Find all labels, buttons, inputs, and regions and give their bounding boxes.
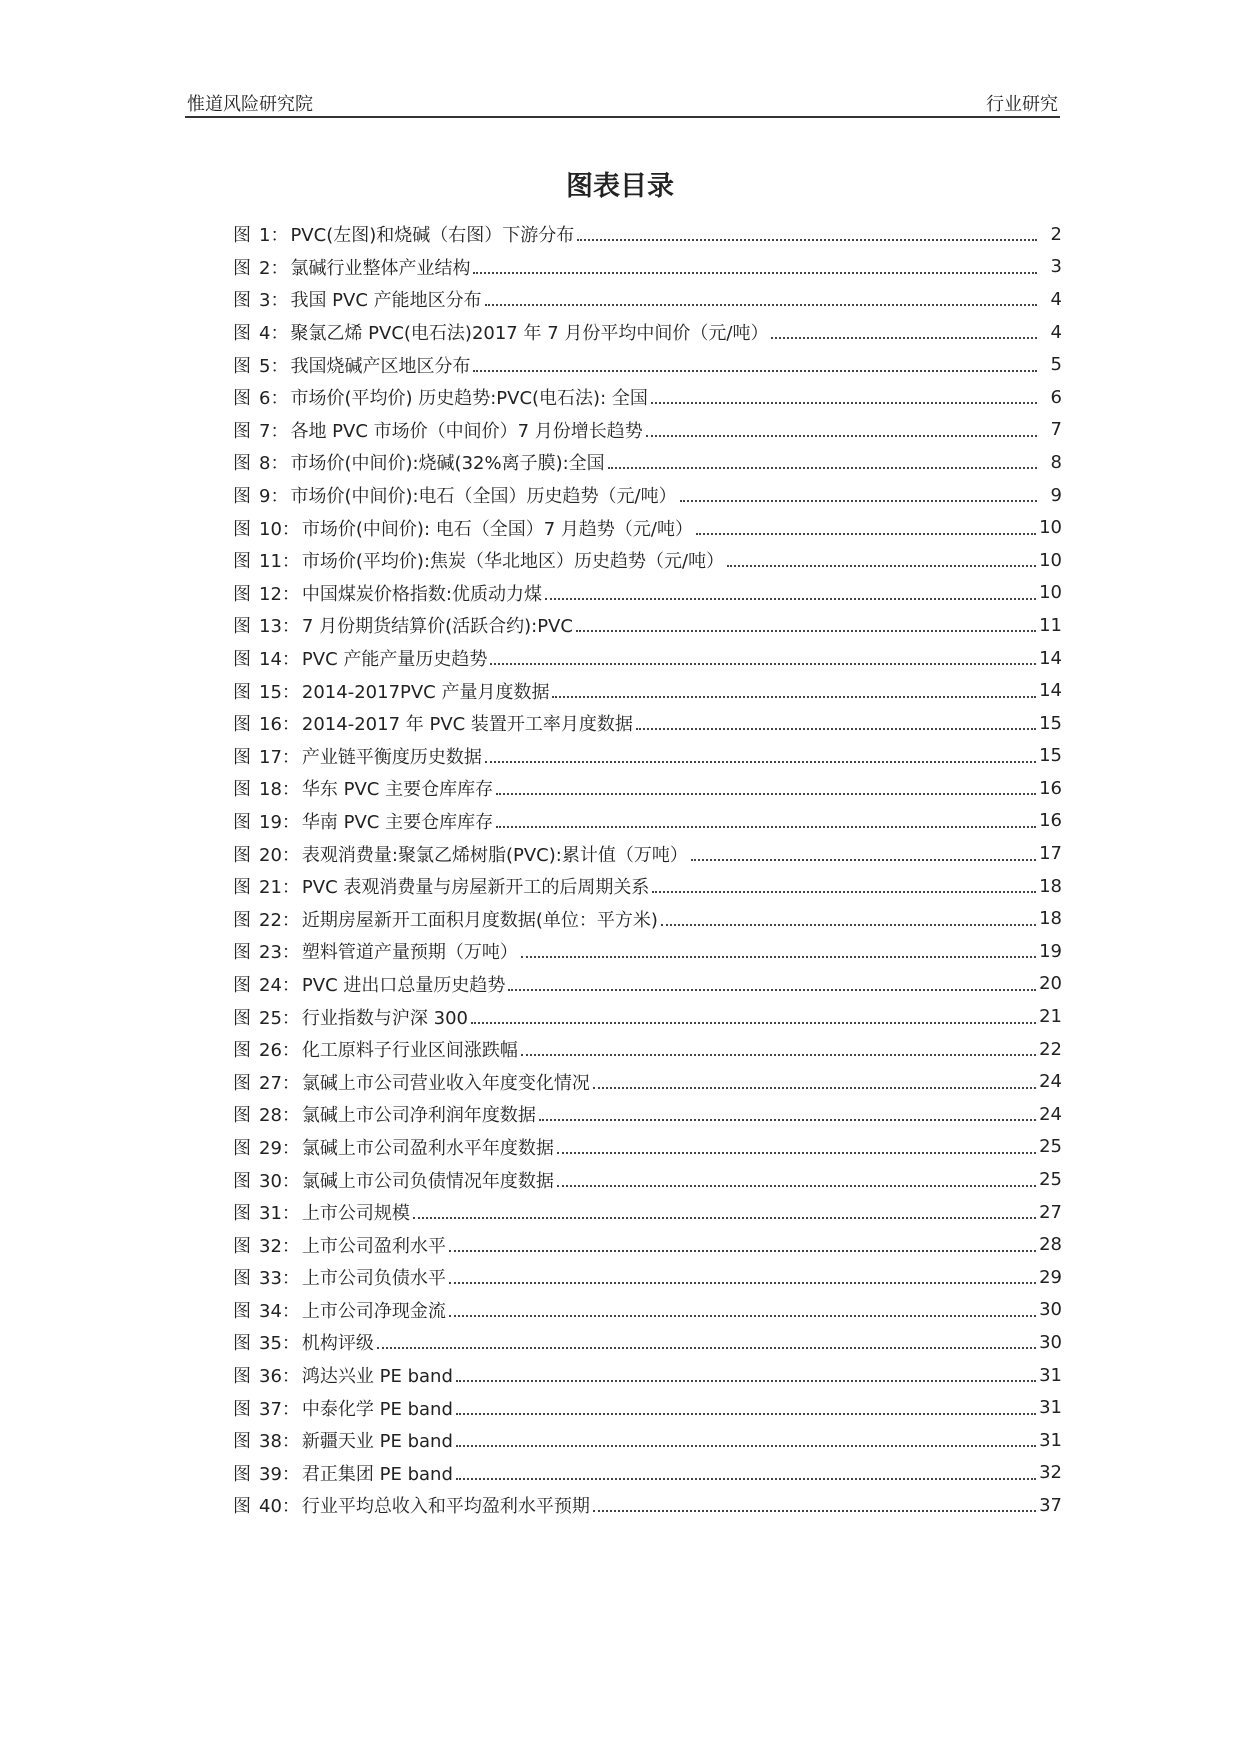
toc-entry-prefix: 图 <box>233 1105 251 1127</box>
toc-dot-leader <box>521 1054 1036 1056</box>
toc-entry-title: 鸿达兴业 PE band <box>301 1366 453 1388</box>
toc-entry-number: 40： <box>259 1496 300 1518</box>
toc-entry-number: 33： <box>259 1268 300 1290</box>
toc-dot-leader <box>471 1022 1036 1024</box>
toc-entry-page: 32 <box>1039 1462 1062 1484</box>
toc-entry-title: 2014-2017PVC 产量月度数据 <box>301 681 550 703</box>
toc-entry-number: 27： <box>259 1072 300 1094</box>
toc-entry[interactable] <box>233 870 1062 903</box>
toc-entry-prefix: 图 <box>233 1366 251 1388</box>
toc-dot-leader <box>485 304 1037 306</box>
toc-entry-prefix: 图 <box>233 1203 251 1225</box>
toc-entry-title: 市场价(中间价):烧碱(32%离子膜):全国 <box>290 453 605 475</box>
toc-entry-page: 29 <box>1039 1266 1062 1288</box>
toc-entry-page: 21 <box>1039 1006 1062 1028</box>
toc-entry-page: 6 <box>1050 386 1062 408</box>
toc-entry[interactable] <box>233 381 1062 414</box>
toc-entry[interactable] <box>233 805 1062 838</box>
toc-dot-leader <box>557 1152 1036 1154</box>
toc-entry-prefix: 图 <box>233 1431 251 1453</box>
toc-dot-leader <box>652 891 1036 893</box>
toc-entry-title: 2014-2017 年 PVC 装置开工率月度数据 <box>301 714 633 736</box>
toc-entry-number: 37： <box>259 1398 300 1420</box>
toc-entry[interactable] <box>233 1000 1062 1033</box>
toc-entry-title: 氯碱上市公司负债情况年度数据 <box>301 1170 554 1192</box>
toc-dot-leader <box>771 337 1037 339</box>
toc-entry[interactable] <box>233 674 1062 707</box>
figure-list <box>233 218 1062 1522</box>
toc-entry[interactable] <box>233 511 1062 544</box>
toc-entry-prefix: 图 <box>233 1007 251 1029</box>
toc-entry-number: 17： <box>259 746 300 768</box>
toc-entry[interactable] <box>233 1261 1062 1294</box>
toc-entry-prefix: 图 <box>233 811 251 833</box>
toc-entry-prefix: 图 <box>233 1333 251 1355</box>
toc-entry-page: 4 <box>1050 288 1062 310</box>
toc-entry-prefix: 图 <box>233 649 251 671</box>
toc-entry-title: 上市公司盈利水平 <box>301 1235 446 1257</box>
toc-entry-page: 4 <box>1050 321 1062 343</box>
toc-entry[interactable] <box>233 1033 1062 1066</box>
toc-entry[interactable] <box>233 1065 1062 1098</box>
toc-entry-title: 上市公司负债水平 <box>301 1268 446 1290</box>
toc-entry-title: 产业链平衡度历史数据 <box>301 746 482 768</box>
toc-entry-title: 市场价(中间价): 电石（全国）7 月趋势（元/吨） <box>301 518 693 540</box>
toc-dot-leader <box>608 467 1037 469</box>
toc-entry-title: PVC(左图)和烧碱（右图）下游分布 <box>290 225 575 247</box>
toc-entry-prefix: 图 <box>233 1235 251 1257</box>
toc-entry-number: 14： <box>259 649 300 671</box>
toc-entry-number: 39： <box>259 1463 300 1485</box>
toc-dot-leader <box>577 239 1037 241</box>
toc-dot-leader <box>496 793 1036 795</box>
toc-entry-title: 中泰化学 PE band <box>301 1398 453 1420</box>
toc-entry[interactable] <box>233 772 1062 805</box>
toc-entry-page: 10 <box>1039 517 1062 539</box>
toc-entry[interactable] <box>233 609 1062 642</box>
toc-entry[interactable] <box>233 251 1062 284</box>
toc-dot-leader <box>473 272 1037 274</box>
toc-entry-prefix: 图 <box>233 616 251 638</box>
toc-dot-leader <box>680 500 1037 502</box>
toc-entry-prefix: 图 <box>233 1040 251 1062</box>
toc-entry[interactable] <box>233 218 1062 251</box>
toc-entry-number: 21： <box>259 877 300 899</box>
toc-entry[interactable] <box>233 642 1062 675</box>
toc-entry-title: 市场价(平均价):焦炭（华北地区）历史趋势（元/吨） <box>301 551 725 573</box>
toc-dot-leader <box>496 826 1036 828</box>
toc-entry-title: 上市公司规模 <box>301 1203 410 1225</box>
toc-entry-prefix: 图 <box>233 877 251 899</box>
toc-entry-title: 市场价(中间价):电石（全国）历史趋势（元/吨） <box>290 486 677 508</box>
toc-entry-number: 31： <box>259 1203 300 1225</box>
toc-entry[interactable] <box>233 1294 1062 1327</box>
toc-entry-page: 11 <box>1039 614 1062 636</box>
toc-entry-prefix: 图 <box>233 746 251 768</box>
toc-entry-title: 行业指数与沪深 300 <box>301 1007 468 1029</box>
toc-entry-number: 8： <box>259 453 289 475</box>
toc-entry[interactable] <box>233 348 1062 381</box>
toc-entry-number: 2： <box>259 257 289 279</box>
toc-dot-leader <box>636 728 1036 730</box>
toc-entry-prefix: 图 <box>233 323 251 345</box>
toc-dot-leader <box>651 402 1037 404</box>
toc-entry[interactable] <box>233 1131 1062 1164</box>
toc-entry-page: 14 <box>1039 680 1062 702</box>
toc-entry-prefix: 图 <box>233 225 251 247</box>
header-org-name: 惟道风险研究院 <box>187 94 313 115</box>
toc-entry-prefix: 图 <box>233 714 251 736</box>
toc-entry[interactable] <box>233 544 1062 577</box>
toc-entry[interactable] <box>233 740 1062 773</box>
toc-entry[interactable] <box>233 283 1062 316</box>
toc-dot-leader <box>449 1250 1036 1252</box>
toc-dot-leader <box>456 1413 1036 1415</box>
toc-dot-leader <box>473 370 1037 372</box>
toc-entry-page: 30 <box>1039 1331 1062 1353</box>
toc-entry-title: 塑料管道产量预期（万吨） <box>301 942 518 964</box>
toc-entry-title: PVC 进出口总量历史趋势 <box>301 974 506 996</box>
toc-entry-page: 14 <box>1039 647 1062 669</box>
toc-entry-page: 7 <box>1050 419 1062 441</box>
toc-entry-number: 11： <box>259 551 300 573</box>
toc-entry-prefix: 图 <box>233 1300 251 1322</box>
toc-entry-page: 37 <box>1039 1494 1062 1516</box>
toc-entry-page: 18 <box>1039 908 1062 930</box>
toc-dot-leader <box>449 1315 1036 1317</box>
toc-entry-prefix: 图 <box>233 1398 251 1420</box>
toc-dot-leader <box>576 630 1036 632</box>
toc-entry-number: 29： <box>259 1137 300 1159</box>
toc-entry-title: PVC 表观消费量与房屋新开工的后周期关系 <box>301 877 650 899</box>
toc-entry-prefix: 图 <box>233 1268 251 1290</box>
toc-entry-prefix: 图 <box>233 1463 251 1485</box>
toc-entry-prefix: 图 <box>233 974 251 996</box>
toc-dot-leader <box>593 1510 1036 1512</box>
toc-dot-leader <box>521 956 1036 958</box>
toc-entry-page: 9 <box>1050 484 1062 506</box>
toc-entry-page: 31 <box>1039 1397 1062 1419</box>
toc-entry-prefix: 图 <box>233 779 251 801</box>
toc-entry-prefix: 图 <box>233 551 251 573</box>
toc-entry-title: 表观消费量:聚氯乙烯树脂(PVC):累计值（万吨） <box>301 844 688 866</box>
toc-entry-page: 31 <box>1039 1364 1062 1386</box>
toc-entry[interactable] <box>233 1228 1062 1261</box>
toc-entry-prefix: 图 <box>233 518 251 540</box>
toc-entry-title: 市场价(平均价) 历史趋势:PVC(电石法): 全国 <box>290 388 648 410</box>
toc-entry-number: 15： <box>259 681 300 703</box>
toc-entry-prefix: 图 <box>233 453 251 475</box>
toc-entry-number: 19： <box>259 811 300 833</box>
toc-entry-number: 30： <box>259 1170 300 1192</box>
toc-entry-page: 10 <box>1039 582 1062 604</box>
toc-entry-number: 1： <box>259 225 289 247</box>
toc-entry-prefix: 图 <box>233 1170 251 1192</box>
toc-entry[interactable] <box>233 1196 1062 1229</box>
toc-entry[interactable] <box>233 1391 1062 1424</box>
toc-entry-number: 22： <box>259 909 300 931</box>
toc-entry-title: 聚氯乙烯 PVC(电石法)2017 年 7 月份平均中间价（元/吨） <box>290 323 769 345</box>
toc-entry[interactable] <box>233 902 1062 935</box>
toc-entry[interactable] <box>233 1163 1062 1196</box>
page-title: 图表目录 <box>566 171 674 202</box>
toc-dot-leader <box>456 1478 1036 1480</box>
toc-entry[interactable] <box>233 316 1062 349</box>
toc-dot-leader <box>593 1087 1036 1089</box>
toc-entry-title: 近期房屋新开工面积月度数据(单位：平方米) <box>301 909 658 931</box>
toc-entry-page: 18 <box>1039 875 1062 897</box>
toc-entry-prefix: 图 <box>233 355 251 377</box>
toc-dot-leader <box>490 663 1036 665</box>
toc-entry-title: 氯碱上市公司净利润年度数据 <box>301 1105 536 1127</box>
toc-entry[interactable] <box>233 414 1062 447</box>
toc-entry[interactable] <box>233 968 1062 1001</box>
toc-entry-title: 新疆天业 PE band <box>301 1431 453 1453</box>
toc-entry-page: 22 <box>1039 1038 1062 1060</box>
toc-dot-leader <box>539 1119 1036 1121</box>
toc-dot-leader <box>485 761 1036 763</box>
toc-entry-number: 9： <box>259 486 289 508</box>
toc-entry-prefix: 图 <box>233 420 251 442</box>
toc-entry-title: 各地 PVC 市场价（中间价）7 月份增长趋势 <box>290 420 643 442</box>
toc-entry-number: 26： <box>259 1040 300 1062</box>
toc-entry-prefix: 图 <box>233 1072 251 1094</box>
toc-dot-leader <box>691 859 1036 861</box>
toc-entry-prefix: 图 <box>233 844 251 866</box>
toc-entry-page: 27 <box>1039 1201 1062 1223</box>
toc-entry[interactable] <box>233 935 1062 968</box>
toc-entry-number: 24： <box>259 974 300 996</box>
toc-entry-prefix: 图 <box>233 1137 251 1159</box>
toc-entry-number: 36： <box>259 1366 300 1388</box>
toc-entry-number: 4： <box>259 323 289 345</box>
toc-entry-number: 32： <box>259 1235 300 1257</box>
toc-entry-title: 行业平均总收入和平均盈利水平预期 <box>301 1496 590 1518</box>
toc-entry-title: PVC 产能产量历史趋势 <box>301 649 488 671</box>
toc-entry-prefix: 图 <box>233 942 251 964</box>
toc-entry-title: 我国 PVC 产能地区分布 <box>290 290 482 312</box>
toc-entry-page: 10 <box>1039 549 1062 571</box>
toc-entry-number: 20： <box>259 844 300 866</box>
toc-entry-number: 38： <box>259 1431 300 1453</box>
toc-entry-page: 20 <box>1039 973 1062 995</box>
toc-entry[interactable] <box>233 707 1062 740</box>
toc-entry-prefix: 图 <box>233 583 251 605</box>
toc-entry-page: 16 <box>1039 777 1062 799</box>
toc-entry-prefix: 图 <box>233 486 251 508</box>
toc-entry-title: 氯碱上市公司营业收入年度变化情况 <box>301 1072 590 1094</box>
toc-entry-number: 10： <box>259 518 300 540</box>
toc-entry-prefix: 图 <box>233 388 251 410</box>
toc-entry-title: 我国烧碱产区地区分布 <box>290 355 471 377</box>
toc-entry-prefix: 图 <box>233 681 251 703</box>
toc-entry-number: 34： <box>259 1300 300 1322</box>
toc-entry-page: 25 <box>1039 1136 1062 1158</box>
toc-entry[interactable] <box>233 1457 1062 1490</box>
toc-entry-title: 上市公司净现金流 <box>301 1300 446 1322</box>
toc-entry-title: 机构评级 <box>301 1333 374 1355</box>
toc-entry-page: 30 <box>1039 1299 1062 1321</box>
toc-entry[interactable] <box>233 479 1062 512</box>
toc-entry[interactable] <box>233 577 1062 610</box>
toc-dot-leader <box>449 1282 1036 1284</box>
toc-dot-leader <box>646 435 1037 437</box>
toc-entry-number: 35： <box>259 1333 300 1355</box>
toc-entry-page: 19 <box>1039 940 1062 962</box>
toc-entry-title: 氯碱行业整体产业结构 <box>290 257 471 279</box>
toc-dot-leader <box>545 598 1036 600</box>
toc-entry-page: 24 <box>1039 1103 1062 1125</box>
toc-entry-page: 16 <box>1039 810 1062 832</box>
toc-entry-title: 7 月份期货结算价(活跃合约):PVC <box>301 616 573 638</box>
toc-entry-prefix: 图 <box>233 909 251 931</box>
toc-entry-number: 13： <box>259 616 300 638</box>
toc-entry-prefix: 图 <box>233 290 251 312</box>
toc-entry-title: 君正集团 PE band <box>301 1463 453 1485</box>
toc-entry-page: 3 <box>1050 256 1062 278</box>
toc-dot-leader <box>552 696 1036 698</box>
toc-dot-leader <box>696 533 1036 535</box>
toc-entry-number: 23： <box>259 942 300 964</box>
toc-dot-leader <box>508 989 1036 991</box>
toc-entry-number: 3： <box>259 290 289 312</box>
toc-entry-page: 15 <box>1039 712 1062 734</box>
toc-dot-leader <box>456 1380 1036 1382</box>
toc-entry-number: 25： <box>259 1007 300 1029</box>
toc-entry-number: 18： <box>259 779 300 801</box>
toc-entry-page: 15 <box>1039 745 1062 767</box>
toc-dot-leader <box>413 1217 1036 1219</box>
toc-entry-page: 31 <box>1039 1429 1062 1451</box>
toc-entry-number: 7： <box>259 420 289 442</box>
toc-entry[interactable] <box>233 1098 1062 1131</box>
toc-entry[interactable] <box>233 1424 1062 1457</box>
toc-entry-page: 8 <box>1050 451 1062 473</box>
toc-entry[interactable] <box>233 1489 1062 1522</box>
toc-entry-page: 28 <box>1039 1234 1062 1256</box>
toc-entry-title: 化工原料子行业区间涨跌幅 <box>301 1040 518 1062</box>
toc-entry-number: 28： <box>259 1105 300 1127</box>
toc-entry-number: 12： <box>259 583 300 605</box>
toc-entry-page: 25 <box>1039 1169 1062 1191</box>
toc-dot-leader <box>456 1445 1036 1447</box>
toc-entry-number: 5： <box>259 355 289 377</box>
toc-entry-number: 6： <box>259 388 289 410</box>
toc-entry[interactable] <box>233 446 1062 479</box>
toc-entry-page: 24 <box>1039 1071 1062 1093</box>
header-category: 行业研究 <box>986 94 1058 115</box>
toc-entry-title: 氯碱上市公司盈利水平年度数据 <box>301 1137 554 1159</box>
toc-entry-title: 华南 PVC 主要仓库库存 <box>301 811 494 833</box>
toc-entry-page: 17 <box>1039 843 1062 865</box>
toc-entry-prefix: 图 <box>233 1496 251 1518</box>
toc-entry-number: 16： <box>259 714 300 736</box>
toc-dot-leader <box>377 1347 1036 1349</box>
toc-entry-page: 2 <box>1050 223 1062 245</box>
toc-entry[interactable] <box>233 1359 1062 1392</box>
toc-entry-prefix: 图 <box>233 257 251 279</box>
toc-dot-leader <box>661 924 1036 926</box>
toc-entry[interactable] <box>233 837 1062 870</box>
page-header <box>185 84 1060 118</box>
toc-entry-title: 中国煤炭价格指数:优质动力煤 <box>301 583 542 605</box>
toc-entry-page: 5 <box>1050 354 1062 376</box>
toc-entry[interactable] <box>233 1326 1062 1359</box>
toc-entry-title: 华东 PVC 主要仓库库存 <box>301 779 494 801</box>
toc-dot-leader <box>557 1185 1036 1187</box>
toc-dot-leader <box>727 565 1036 567</box>
